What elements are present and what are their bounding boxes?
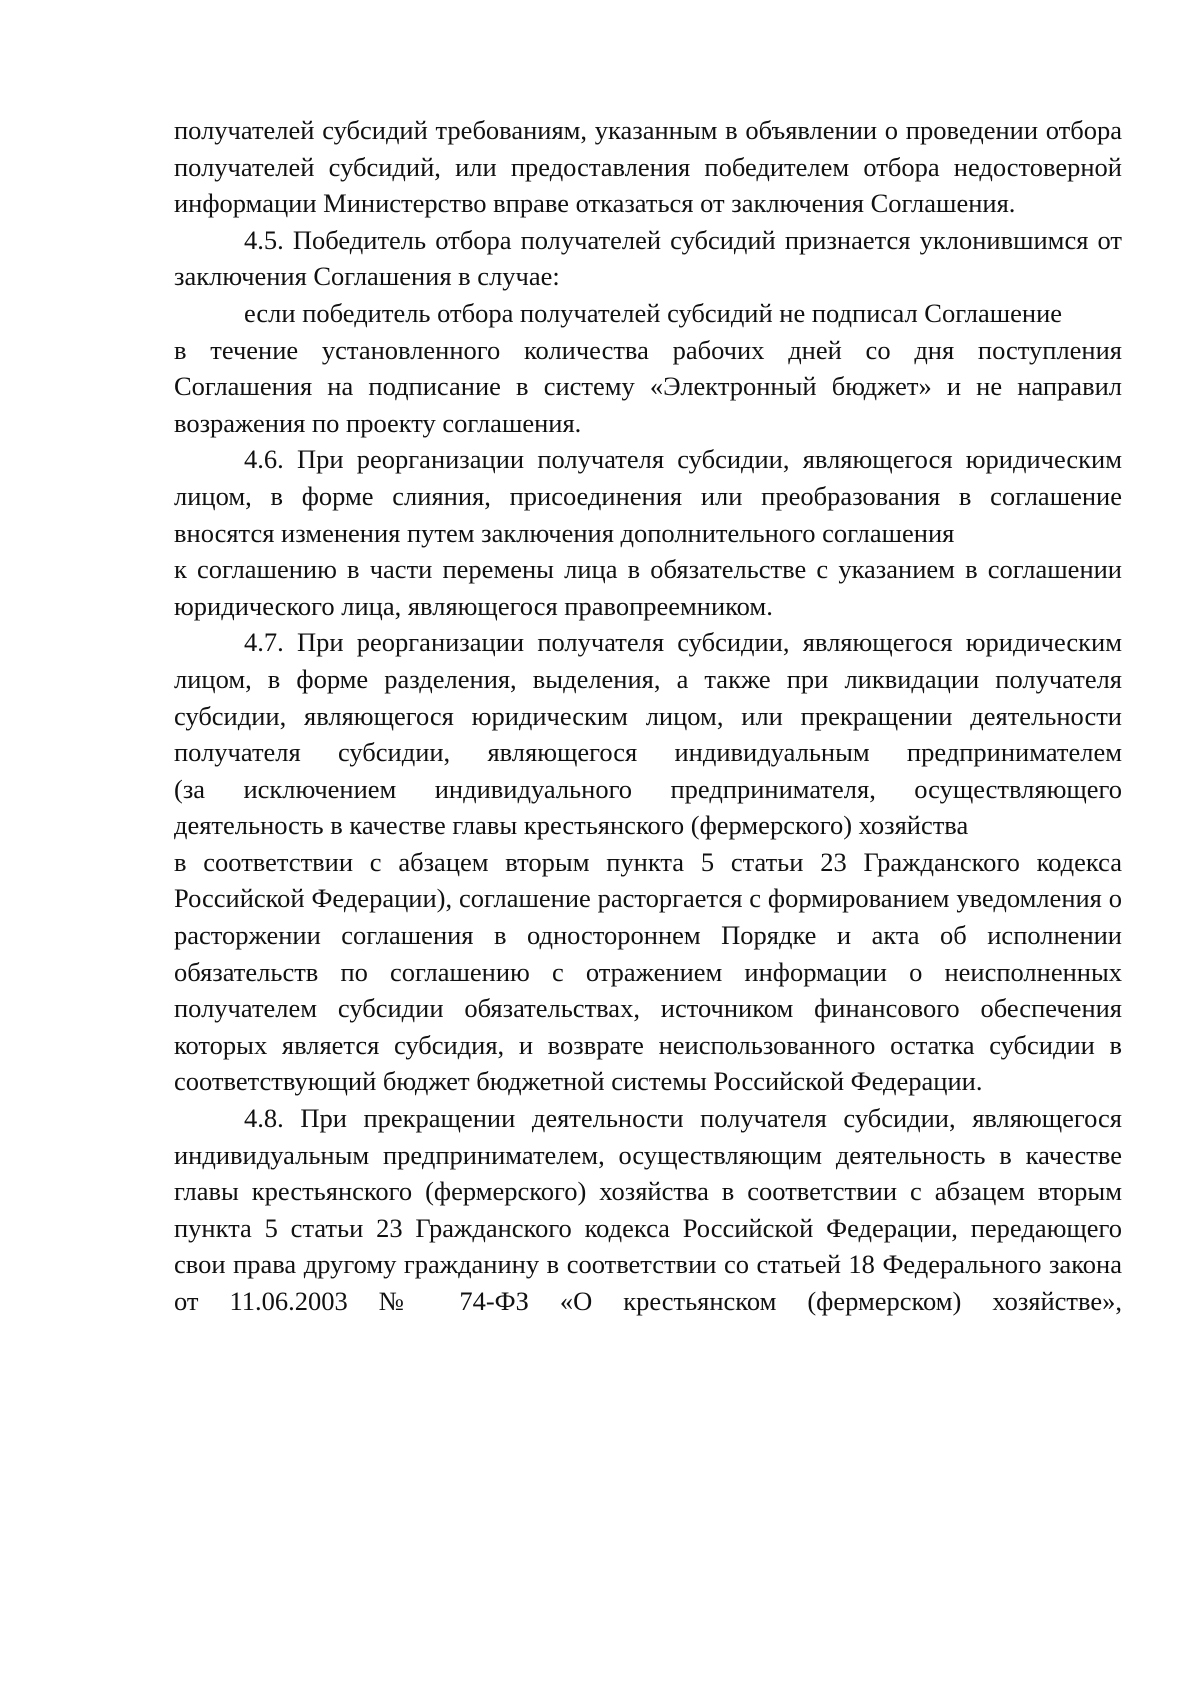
document-body xyxy=(174,112,1122,1320)
paragraph-4-7: 4.7. При реорганизации получателя субсидии, являющегося юридическим лицом, в форме разделения, выделения, а также при ликвидации получателя субсидии, являющегося юридическим лицом, или прекращении деятельности получателя субсидии, являющегося индивидуальным предпринимателем xyxy=(174,627,1122,768)
paragraph-4-7-exception: (за исключением индивидуального предпринимателя, осуществляющего деятельность в качестве главы крестьянского (фермерского) хозяйства xyxy=(174,773,1122,841)
paragraph-4-6: 4.6. При реорганизации получателя субсидии, являющегося юридическим лицом, в форме слияния, присоединения или преобразования в соглашение вносятся изменения путем заключения дополнительного соглашения xyxy=(174,444,1122,548)
paragraph-4-5: 4.5. Победитель отбора получателей субсидий признается уклонившимся от заключения Соглашения в случае: xyxy=(174,224,1122,292)
paragraph-4-8: 4.8. При прекращении деятельности получателя субсидии, являющегося индивидуальным предпринимателем, осуществляющим деятельность в качестве главы крестьянского (фермерского) хозяйства в соответствии с абзацем вторым пункта 5 статьи 23 Гражданского кодекса Российской Федерации, передающего свои права другому гражданину в соответствии со статьей 18 Федерального закона от 11.06.2003 № 74-ФЗ «О крестьянском (фермерском) хозяйстве», xyxy=(174,1103,1122,1316)
paragraph-4-5-condition: если победитель отбора получателей субсидий не подписал Соглашение xyxy=(244,297,1063,328)
paragraph-continuation-4-4: получателей субсидий требованиям, указанным в объявлении о проведении отбора получателей субсидий, или предоставления победителем отбора недостоверной информации Министерство вправе отказаться от заключения Соглашения. xyxy=(174,115,1122,219)
paragraph-4-6-continued: к соглашению в части перемены лица в обязательстве с указанием в соглашении юридического лица, являющегося правопреемником. xyxy=(174,554,1122,621)
paragraph-4-5-condition-continued: в течение установленного количества рабочих дней со дня поступления Соглашения на подписание в систему «Электронный бюджет» и не направил возражения по проекту соглашения. xyxy=(174,334,1122,438)
paragraph-4-7-continued: в соответствии с абзацем вторым пункта 5 статьи 23 Гражданского кодекса Российской Федерации), соглашение расторгается с формированием уведомления о расторжении соглашения в одностороннем Порядке и акта об исполнении обязательств по соглашению с отражением информации о неисполненных получателем субсидии обязательствах, источником финансового обеспечения которых является субсидия, и возврате неиспользованного остатка субсидии в соответствующий бюджет бюджетной системы Российской Федерации. xyxy=(174,846,1122,1097)
